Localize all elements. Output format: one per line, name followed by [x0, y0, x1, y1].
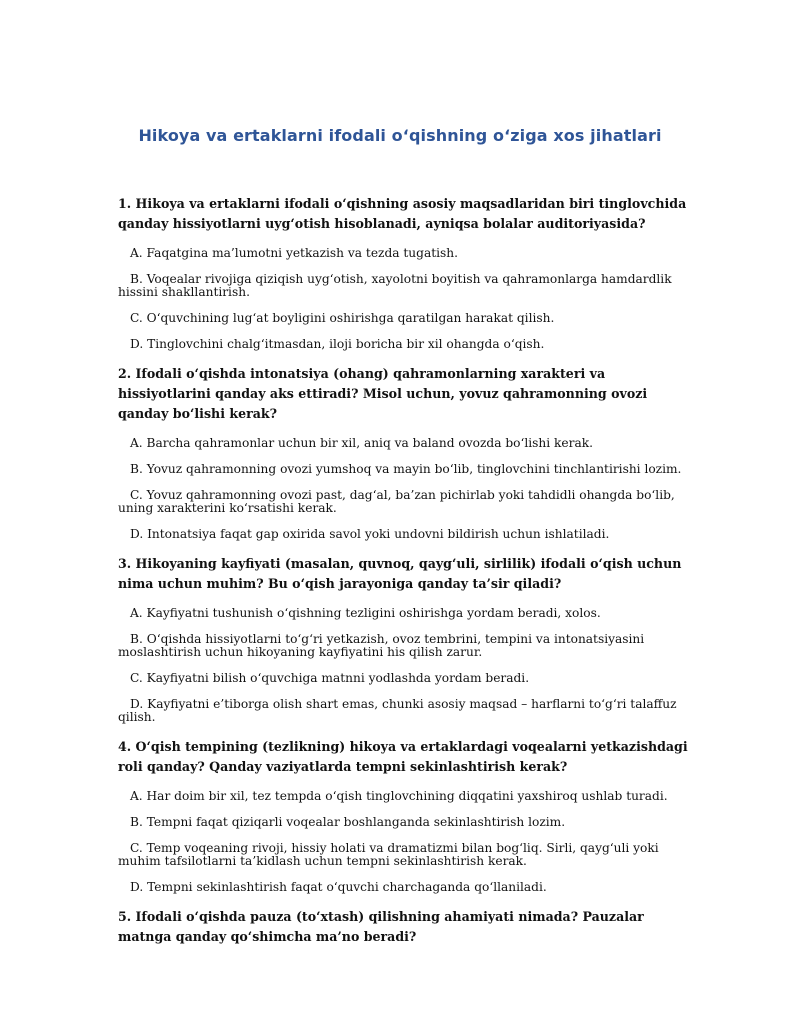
answer-option-a: A. Kayfiyatni tushunish o‘qishning tezligini oshirishga yordam beradi, xolos. — [130, 606, 601, 620]
answer-option-d: D. Intonatsiya faqat gap oxirida savol yoki undovni bildirish uchun ishlatiladi. — [130, 527, 610, 541]
question-2 — [118, 364, 688, 541]
answer-option-d: D. Tempni sekinlashtirish faqat o‘quvchi charchaganda qo‘llaniladi. — [130, 880, 547, 894]
answer-option-b: B. Tempni faqat qiziqarli voqealar boshlanganda sekinlashtirish lozim. — [130, 815, 566, 829]
answer-option-c: C. Yovuz qahramonning ovozi past, dag‘al, ba’zan pichirlab yoki tahdidli ohangda bo‘lib, uning xarakterini ko‘rsatishi kerak. — [118, 488, 675, 515]
question-text: 4. O‘qish tempining (tezlikning) hikoya va ertaklardagi voqealarni yetkazishdagi roli qanday? Qanday vaziyatlarda tempni sekinlashtirish kerak? — [118, 739, 688, 774]
document-title: Hikoya va ertaklarni ifodali o‘qishning o‘ziga xos jihatlari — [138, 126, 662, 145]
answer-option-c: C. O‘quvchining lug‘at boyligini oshirishga qaratilgan harakat qilish. — [130, 311, 555, 325]
question-1 — [118, 194, 688, 351]
question-4 — [118, 737, 688, 894]
question-text: 2. Ifodali o‘qishda intonatsiya (ohang) qahramonlarning xarakteri va hissiyotlarini qanday aks ettiradi? Misol uchun, yovuz qahramonning ovozi qanday bo‘lishi kerak? — [118, 366, 648, 421]
question-text: 1. Hikoya va ertaklarni ifodali o‘qishning asosiy maqsadlaridan biri tinglovchida qanday hissiyotlarni uyg‘otish hisoblanadi, ayniqsa bolalar auditoriyasida? — [118, 196, 687, 231]
question-text: 3. Hikoyaning kayfiyati (masalan, quvnoq, qayg‘uli, sirlilik) ifodali o‘qish uchun nima uchun muhim? Bu o‘qish jarayoniga qanday ta’sir qiladi? — [118, 556, 682, 591]
question-text: 5. Ifodali o‘qishda pauza (to‘xtash) qilishning ahamiyati nimada? Pauzalar matnga qanday qo‘shimcha ma’no beradi? — [118, 909, 644, 944]
answer-option-b: B. Voqealar rivojiga qiziqish uyg‘otish, xayolotni boyitish va qahramonlarga hamdardlik hissini shakllantirish. — [118, 272, 672, 299]
answer-option-c: C. Kayfiyatni bilish o‘quvchiga matnni yodlashda yordam beradi. — [130, 671, 530, 685]
question-3 — [118, 554, 688, 724]
answer-option-a: A. Barcha qahramonlar uchun bir xil, aniq va baland ovozda bo‘lishi kerak. — [130, 436, 593, 450]
answer-option-b: B. O‘qishda hissiyotlarni to‘g‘ri yetkazish, ovoz tembrini, tempini va intonatsiyasini moslashtirish uchun hikoyaning kayfiyatini his qilish zarur. — [118, 632, 645, 659]
answer-option-c: C. Temp voqeaning rivoji, hissiy holati va dramatizmi bilan bog‘liq. Sirli, qayg‘uli yoki muhim tafsilotlarni ta’kidlash uchun tempni sekinlashtirish kerak. — [118, 841, 659, 868]
answer-option-a: A. Har doim bir xil, tez tempda o‘qish tinglovchining diqqatini yaxshiroq ushlab turadi. — [130, 789, 668, 803]
question-5 — [118, 907, 688, 947]
answer-option-d: D. Kayfiyatni e’tiborga olish shart emas, chunki asosiy maqsad – harflarni to‘g‘ri talaffuz qilish. — [118, 697, 677, 724]
answer-option-b: B. Yovuz qahramonning ovozi yumshoq va mayin bo‘lib, tinglovchini tinchlantirishi lozim. — [130, 462, 682, 476]
question-list — [118, 194, 688, 960]
answer-option-a: A. Faqatgina ma’lumotni yetkazish va tezda tugatish. — [130, 246, 458, 260]
answer-option-d: D. Tinglovchini chalg‘itmasdan, iloji boricha bir xil ohangda o‘qish. — [130, 337, 545, 351]
